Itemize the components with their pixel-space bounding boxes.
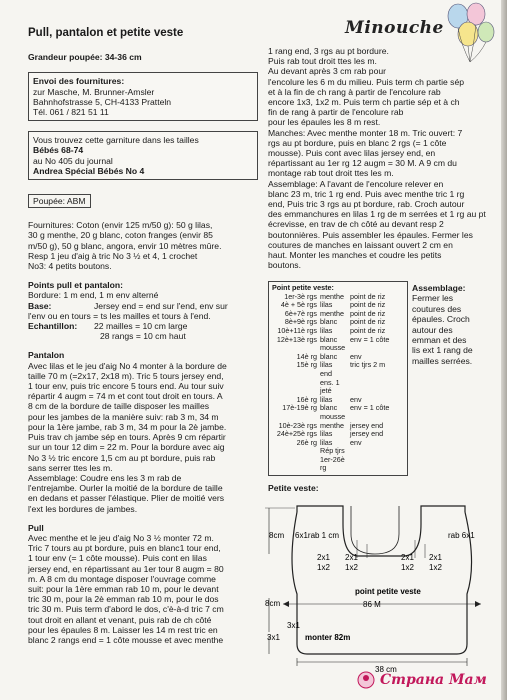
assemblage-line: boutons. [268,260,301,271]
pantalon-line: répartir 4 augm = 74 m et cont tout droit en tours. A [28,391,223,402]
assemblage-line: emman et des [412,335,467,346]
point-table-cell: jersey end [350,420,384,430]
left-column [28,28,258,645]
dim-label: 1x2 [429,563,442,572]
watermark-text: Страна Мам [380,672,487,688]
pantalon-line: 1 tour env, puis tric encore 5 tours end. Au tour suiv [28,381,224,392]
right-line: pour les épaules les 8 m rest. [268,117,381,128]
base-label: Base: [28,300,52,311]
pantalon-line: Avec lilas et le jeu d'aig No 4 monter à la bordure de [28,360,227,371]
garniture-line: Vous trouvez cette garniture dans les tailles [33,135,199,146]
point-table-cell: lilas [320,437,333,447]
right-line: 1 rang end, 3 rgs au pt bordure. [268,46,389,56]
echant-text: 28 rangs = 10 cm haut [100,331,186,342]
dim-label: 3x1 [267,633,280,642]
pantalon-title: Pantalon [28,350,65,361]
point-table-cell: lilas [320,360,333,370]
poupee-box: Poupée: ABM [28,194,91,208]
point-table-cell [350,370,404,379]
point-table-cell: point de riz [350,300,386,310]
dim-label: 2x1 [345,553,358,562]
garniture-line: au No 405 du journal [33,155,113,166]
point-table-cell: tric tjrs 2 m [350,360,386,370]
fournitures-line: Fournitures: Coton (envir 125 m/50 g): 50 g lilas, [28,220,213,231]
point-table-cell: 12è+13è rgs [276,334,317,344]
pull-line: blanc 2 rangs end = 1 côte mousse et avec menthe [28,634,224,645]
pull-line: tout droit en allant et venant, puis rab de ch côté [28,614,212,625]
point-table-cell: env [350,394,362,404]
pantalon-line: pour les jambes de la manière suiv: rab 3 m, 34 m [28,411,219,422]
point-table-cell: mousse [320,411,346,421]
supplier-line: Bahnhofstrasse 5, CH-4133 Pratteln [33,96,172,107]
dim-label: 1x2 [345,563,358,572]
supplier-line: zur Masche, M. Brunner-Amsler [33,86,155,97]
point-table-cell: lilas [320,325,333,335]
dim-label: 8cm [269,531,285,540]
page-spine [501,0,507,700]
right-line: Au devant après 3 cm rab pour [268,66,386,77]
pantalon-line: sur un tour 12 dim = 22 m. Pour la bordure avec aig [28,442,225,453]
point-table-cell: 10è-23è rgs [278,420,317,430]
bordure-line: Bordure: 1 m end, 1 m env alterné [28,290,159,301]
point-table-cell: lilas [320,300,333,310]
diagram-title: Petite veste: [268,483,319,493]
point-table-cell: 10è+11è rgs [277,325,317,335]
point-table-cell: lilas [320,394,333,404]
garniture-line: Andrea Spécial Bébés No 4 [33,165,145,176]
dim-label: 6x1rab 1 cm [295,531,340,540]
assemblage-line: lis ext 1 rang de [412,345,473,356]
point-table-cell: menthe [320,308,344,318]
echant-row [28,321,258,331]
point-table-cell: env = 1 côte [350,403,390,413]
point-table-cell [272,370,320,379]
point-table-cell: 17è-19è rg [282,403,317,413]
point-table-cell: point de riz [350,291,386,301]
point-table-cell: blanc [320,403,338,413]
dim-label: 1x2 [317,563,330,572]
right-column [268,46,494,270]
dim-label: 1x2 [401,563,414,572]
assemblage-line: en dedans et passer l'élastique. Plier de moitié vers [28,493,225,504]
point-table-cell: 6è+7è rgs [284,308,317,318]
point-table-row [272,430,404,439]
dim-label: 8cm [265,599,281,608]
point-table-cell: mousse [320,343,346,353]
assemblage-line: Assemblage: [412,283,466,293]
pantalon-line: sans serrer ttes les m. [28,462,113,473]
fournitures-line: No3: 4 petits boutons. [28,261,112,272]
supplier-line: Tél. 061 / 821 51 11 [33,107,109,118]
point-table-cell: Rép tjrs 1er-26è rg [320,446,345,473]
pantalon-line: Puis trav ch jambe sép en tours. Après 9 cm répartir [28,432,226,443]
dim-label: 3x1 [287,621,300,630]
watermark-icon [356,670,376,690]
pull-line: m. A 8 cm du montage disposer l'ouvrage comme [28,573,216,584]
point-table-cell: 15è rg [296,360,317,370]
right-line: Puis rab tout droit ttes les m. [268,56,377,67]
brand-logo: Minouche [345,18,444,38]
right-line: et à la fin de ch rang à partir de l'encolure rab [268,86,441,97]
pull-line: 1 tour env (= 1 côte mousse). Puis cont en lilas [28,553,207,564]
point-table-cell [350,447,404,473]
assemblage-line: end, Puis tric 3 rgs au pt bordure, rab. Croch autour [268,199,465,210]
point-table-cell: blanc [320,351,338,361]
assemblage-line: haut. Monter les manches et coudre les petits [268,250,442,261]
point-table-cell [272,447,320,473]
pull-line: Avec menthe et le jeu d'aig No 3 ½ monter 72 m. [28,532,214,543]
point-table-cell [272,379,320,396]
point-table-cell: ens. 1 jeté [320,377,340,396]
assemblage-line: l'entrejambe. Ourler la moitié de la bordure de taille [28,483,223,494]
point-table-cell: 1er-3è rgs [284,291,317,301]
point-table-cell: 14è rg [296,351,317,361]
point-table-cell: menthe [320,291,344,301]
assemblage-line: Assemblage: Coudre ens les 3 m rab de [28,472,182,483]
manches-line: montage rab tout droit ttes les m. [268,168,394,179]
point-table-cell: jersey end [350,429,384,439]
point-table-rows [272,293,404,473]
pull-line: jersey end, en répartissant au 1er tour 8 augm = 80 [28,563,224,574]
assemblage-line: coutures de manches en laissant ouvert 2 cm en [268,239,453,250]
point-table-row [272,344,404,353]
assemblage-line: des emmanchures en lilas 1 rg de m serrées et 1 rg au pt [268,209,486,220]
point-table-cell: env [350,437,362,447]
assemblage-line: Fermer les [412,293,454,304]
point-table-cell: point de riz [350,308,386,318]
supplier-title: Envoi des fournitures: [33,76,125,87]
right-line: l'encolure les 6 m du milieu. Puis term ch partie sép [268,76,465,87]
dim-label: 86 M [363,600,381,609]
fournitures-line: m/50 g), 50 g blanc, angora, envir 10 mètres mûre. [28,240,222,251]
pull-line: tric 30 m, pour la 2è emman rab 10 m, pour le dos [28,594,219,605]
assemblage-line: mailles serrées. [412,355,473,366]
pantalon-line: No 3 ½ tric encore 1,5 cm au pt bordure, puis rab [28,452,216,463]
pull-line: tric 30 m. Puis term d'abord le dos, c'è-à-d tric 7 cm [28,604,224,615]
manches-line: mousse). Puis cont avec lilas jersey end, en [268,148,436,159]
assemblage-line: Assemblage: A l'avant de l'encolure relever en [268,178,444,189]
point-table-row [272,447,404,473]
supplier-box [28,72,258,121]
base-row [28,301,258,311]
point-table-cell: lilas [320,429,333,439]
base-text: Jersey end = end sur l'end, env sur [94,300,228,311]
point-table-row [272,379,404,396]
neck-curve [351,506,399,554]
point-table [268,281,408,476]
assemblage-line: autour des [412,324,453,335]
petite-veste-diagram [265,494,500,674]
assemblage-line: boutonnières. Puis assembler les épaules. Fermer les [268,229,473,240]
right-line: fin de rang à partir de l'encolure rab [268,107,404,118]
dim-label: 38 cm [375,665,397,674]
point-table-cell: point de riz [350,317,386,327]
manches-line: Manches: Avec menthe monter 18 m. Tric ouvert: 7 [268,127,463,138]
assemblage-line: l'ext les bordures de jambes. [28,503,138,514]
assemblage-line: blanc 23 m, tric 1 rg end. Puis avec menthe tric 1 rg [268,188,465,199]
point-table-row [272,361,404,370]
points-title: Points pull et pantalon: [28,280,124,291]
dim-label: 2x1 [429,553,442,562]
point-table-cell: 8è+9è rgs [284,317,317,327]
dim-label: 2x1 [401,553,414,562]
pull-line: suit: pour la 1ère emman rab 10 m, pour le devant [28,583,219,594]
manches-line: répartissant au 1er rg 12 augm = 30 M. A 9 cm du [268,158,457,169]
assemblage-line: écrevisse, en trav de ch côté au devant resp 2 [268,219,444,230]
base-text: l'env ou en tours = ts les mailles et tours à l'end. [28,310,211,321]
point-table-cell: 4è + 5è rgs [280,300,317,310]
point-table-cell: 16è rg [296,394,317,404]
echant-text: 22 mailles = 10 cm large [94,321,188,332]
point-table-cell [350,379,404,396]
point-table-cell: menthe [320,420,344,430]
pantalon-line: 8 cm de la bordure de taille disposer les mailles [28,401,210,412]
point-table-title: Point petite veste: [272,283,334,292]
assemblage-line: coutures des [412,303,462,314]
dim-label: point petite veste [355,587,421,596]
assemblage-note [412,283,500,366]
grandeur-line: Grandeur poupée: 34-36 cm [28,52,142,63]
garniture-line: Bébés 68-74 [33,145,84,156]
fournitures-line: 30 g menthe, 20 g blanc, coton franges (envir 85 [28,230,213,241]
echant-label: Echantillon: [28,321,78,332]
pull-title: Pull [28,522,44,533]
point-table-cell: end [320,368,332,378]
point-table-cell: point de riz [350,325,386,335]
pull-line: Tric 7 tours au pt bordure, puis en blanc1 tour end, [28,543,221,554]
pull-line: pour les épaules 8 m. Laisser les 14 m rest tric en [28,624,218,635]
point-table-cell: env [350,351,362,361]
page-title: Pull, pantalon et petite veste [28,27,184,39]
assemblage-line: épaules. Croch [412,314,470,325]
pantalon-line: taille 70 m (=2x17, 2x18 m). Tric 5 tours jersey end, [28,370,224,381]
dim-label: 2x1 [317,553,330,562]
fournitures-line: Resp 1 jeu d'aig à tric No 3 ½ et 4, 1 crochet [28,250,198,261]
right-line: encore 1x3, 1x2 m. Puis term ch partie sép et à ch [268,97,460,108]
point-table-cell: 26è rg [296,437,317,447]
point-table-cell: env = 1 côte [350,334,390,344]
pantalon-line: pour la 1ère jambe, rab 3 m, 34 m pour la 2è jambe. [28,421,227,432]
dim-label: rab 6x1 [448,531,475,540]
point-table-cell: 24è+25è rgs [276,429,317,439]
garniture-box [28,131,258,180]
dim-label: monter 82m [305,633,351,642]
point-table-cell: blanc [320,317,338,327]
manches-line: rgs au pt bordure, puis en blanc 2 rgs (= 1 côte [268,137,447,148]
point-table-cell: blanc [320,334,338,344]
